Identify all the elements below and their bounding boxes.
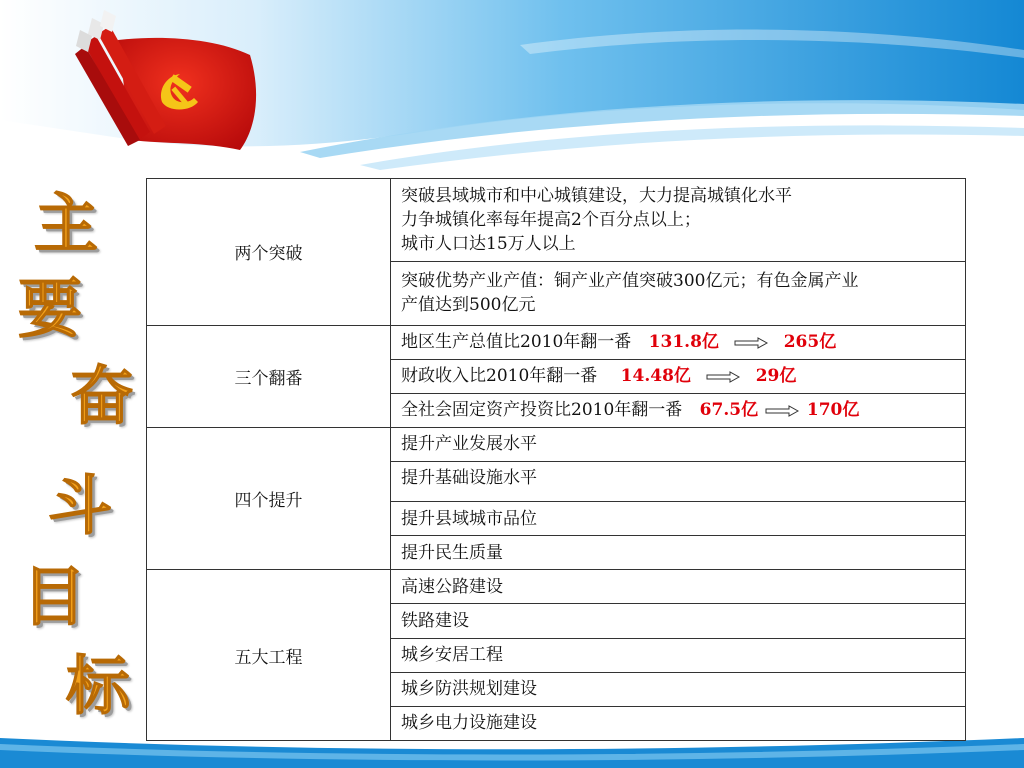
list-item: 城乡防洪规划建设 [391,672,966,706]
title-char: 奋 [70,360,134,434]
list-item: 提升基础设施水平 [391,461,966,501]
to-value: 170亿 [806,400,860,421]
list-item [391,262,966,325]
title-char: 目 [22,561,86,635]
title-char: 标 [66,650,130,724]
item-line: 城市人口达15万人以上 [401,234,576,255]
list-item [391,359,966,393]
title-char: 主 [34,188,98,262]
list-item: 提升产业发展水平 [391,427,966,461]
list-item: 铁路建设 [391,604,966,638]
list-item: 城乡电力设施建设 [391,706,966,740]
item-line: 突破县域城市和中心城镇建设，大力提高城镇化水平 [401,186,792,207]
list-item: 提升民生质量 [391,536,966,570]
table-row [147,325,966,359]
table-row [147,570,966,604]
table-row [147,427,966,461]
list-item: 高速公路建设 [391,570,966,604]
category-five-projects: 五大工程 [147,570,391,741]
goals-table [146,178,966,741]
item-line: 产值达到500亿元 [401,295,536,316]
category-four-improvements: 四个提升 [147,427,391,569]
title-char: 斗 [48,470,112,544]
to-value: 265亿 [783,332,837,353]
item-text: 全社会固定资产投资比2010年翻一番 [401,400,683,421]
arrow-right-icon [734,337,768,349]
from-value: 14.48亿 [620,366,691,387]
category-three-doublings: 三个翻番 [147,325,391,427]
table-row [147,179,966,262]
arrow-right-icon [706,371,740,383]
to-value: 29亿 [755,366,797,387]
list-item [391,325,966,359]
from-value: 131.8亿 [648,332,719,353]
from-value: 67.5亿 [699,400,759,421]
list-item: 城乡安居工程 [391,638,966,672]
arrow-right-icon [765,405,799,417]
category-two-breakthroughs: 两个突破 [147,179,391,326]
item-text: 地区生产总值比2010年翻一番 [401,332,632,353]
list-item: 提升县域城市品位 [391,502,966,536]
list-item [391,179,966,262]
item-text: 财政收入比2010年翻一番 [401,366,598,387]
list-item [391,393,966,427]
header-banner [0,0,1024,190]
item-line: 力争城镇化率每年提高2个百分点以上； [401,210,701,231]
title-char: 要 [18,273,82,347]
item-line: 突破优势产业产值：铜产业产值突破300亿元；有色金属产业 [401,271,859,292]
